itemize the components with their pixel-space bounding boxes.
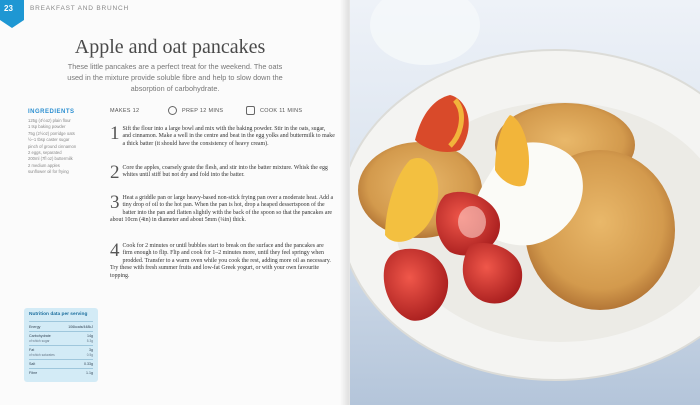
ingredient-item: 200ml (7fl oz) buttermilk: [28, 156, 73, 162]
ingredient-item: 2 medium apples: [28, 162, 60, 168]
divider: [29, 331, 93, 332]
nutrition-title: Nutrition data per serving: [29, 312, 88, 317]
ingredients-heading: INGREDIENTS: [28, 109, 75, 115]
ingredient-item: ½–1 tbsp caster sugar: [28, 137, 70, 143]
ingredient-item: pinch of ground cinnamon: [28, 143, 77, 149]
nutrition-subrow-sugar: [29, 339, 93, 343]
nutrition-label: Energy: [29, 325, 41, 329]
nutrition-row-energy: [29, 325, 93, 329]
prep-clock-icon: [168, 106, 177, 115]
ingredient-item: sunflower oil for frying: [28, 169, 69, 175]
step-text: Sift the flour into a large bowl and mix with the baking powder. Stir in the oats, sugar, and cinnamon. Make a well in the centre and beat in the egg yolks and buttermilk to make a thick batter (it should have the consistency of heavy cream).: [122, 126, 335, 147]
nutrition-sublabel: of which sugar: [29, 339, 50, 343]
nutrition-label: Fat: [29, 348, 35, 352]
nutrition-subrow-saturates: [29, 353, 93, 357]
nutrition-sublabel: of which saturates: [29, 353, 55, 357]
divider: [29, 368, 93, 369]
cook-pan-icon: [246, 106, 255, 115]
divider: [29, 359, 93, 360]
step-number: 2: [110, 162, 120, 183]
nutrition-subvalue: 0.5g: [86, 353, 93, 357]
nutrition-value: 14g: [87, 334, 93, 338]
nutrition-panel: [24, 308, 98, 382]
food-photo: [350, 0, 700, 405]
ingredient-item: 2 eggs, separated: [28, 150, 62, 156]
glass-shape: [370, 0, 480, 65]
page-number-tab: [0, 0, 24, 20]
method-step: [110, 240, 335, 280]
ingredient-item: 125g (4½oz) plain flour: [28, 118, 71, 123]
ingredient-item: 1 tsp baking powder: [28, 124, 66, 130]
step-number: 1: [110, 123, 120, 144]
nutrition-value: 0.33g: [84, 362, 93, 366]
nutrition-value: 3g: [89, 348, 93, 352]
ingredients-list: [28, 118, 100, 176]
prep-time: PREP 12 MINS: [182, 108, 224, 114]
nutrition-row-fibre: [29, 371, 93, 375]
method-step: [110, 162, 335, 183]
step-text: Cook for 2 minutes or until bubbles start to break on the surface and the pancakes are firm enough to flip. Flip and cook for 1–2 minutes more, until they feel springy when prodded. Transfer to a warm oven while you cook the rest, adding more oil as necessary. Try these with fresh summer fruits and low-fat Greek yogurt, or with your own favourite topping.: [110, 243, 331, 279]
step-text: Core the apples, coarsely grate the flesh, and stir into the batter mixture. Whisk the egg whites until stiff but not dry and fold into the batter.: [122, 165, 328, 179]
strawberry-cut: [458, 206, 486, 238]
page-tab-arrow: [0, 20, 24, 28]
nutrition-value: 1.1g: [86, 371, 93, 375]
step-text: Heat a griddle pan or large heavy-based non-stick frying pan over a moderate heat. Add a tiny drop of oil to the hot pan. When the pan is hot, drop a heaped dessertspoon of the batter into the pan and flatten slightly with the back of the spoon so that the pancakes are about 10cm (4in) in diameter and about 5mm (¼in) thick.: [110, 195, 334, 224]
nutrition-row-carbohydrate: [29, 334, 93, 338]
step-number: 3: [110, 192, 120, 213]
nutrition-row-fat: [29, 348, 93, 352]
nutrition-row-salt: [29, 362, 93, 366]
nutrition-label: Carbohydrate: [29, 334, 51, 338]
method-step: [110, 192, 335, 225]
nutrition-label: Salt: [29, 362, 36, 366]
divider: [29, 345, 93, 346]
page-number: 23: [4, 4, 13, 13]
section-header: BREAKFAST AND BRUNCH: [30, 5, 129, 12]
nutrition-label: Fibre: [29, 371, 38, 375]
step-number: 4: [110, 240, 120, 261]
nutrition-value: 106kcals/448kJ: [68, 325, 93, 329]
divider: [29, 321, 93, 322]
nutrition-subvalue: 5.3g: [86, 339, 93, 343]
makes-label: MAKES 12: [110, 108, 140, 114]
ingredient-item: 75g (2½oz) porridge oats: [28, 130, 75, 136]
cook-time: COOK 11 MINS: [260, 108, 303, 114]
pancakes-illustration: [350, 0, 700, 405]
recipe-intro: These little pancakes are a perfect treat for the weekend. The oats used in the mixture provide soluble fibre and help to slow down the absorption of carbohydrate.: [67, 62, 283, 94]
recipe-title: Apple and oat pancakes: [74, 36, 266, 58]
method-step: [110, 123, 335, 148]
